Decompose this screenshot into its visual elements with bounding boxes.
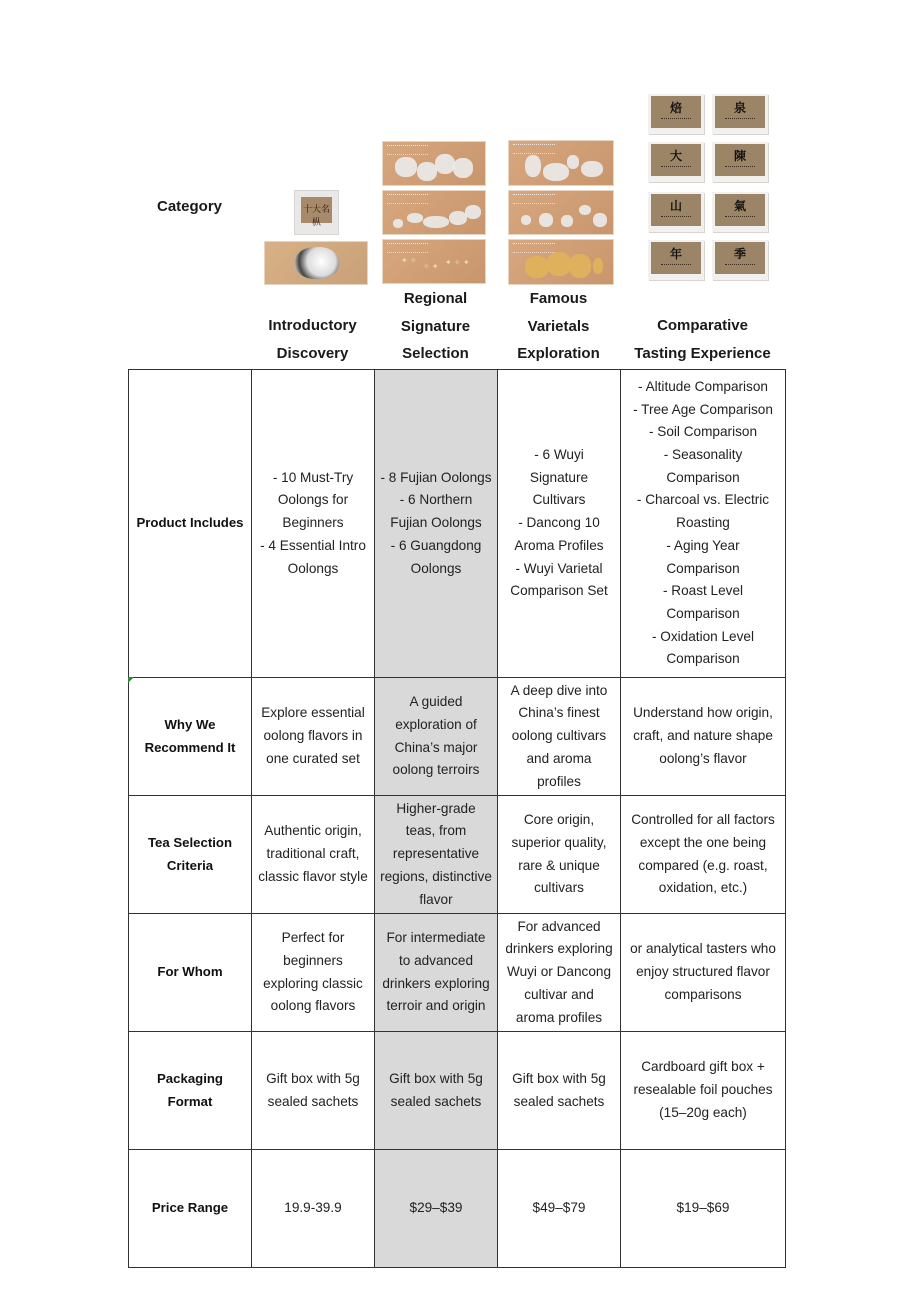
cell-text-line: Explore essential — [261, 705, 365, 721]
cell-text-line: oolong cultivars — [511, 728, 607, 744]
cell-product-includes-introductory — [252, 370, 375, 678]
cell-text-line: China’s finest — [518, 705, 600, 721]
cell-text-line: Wuyi or Dancong — [506, 964, 612, 980]
cell-why-we-recommend-introductory — [252, 678, 375, 796]
tasting-box-text-line — [725, 118, 755, 119]
cell-product-includes-comparative — [621, 370, 786, 678]
cell-text-line: Signature — [529, 469, 589, 485]
cell-text-line: profiles — [537, 773, 581, 789]
cell-text-line: compared (e.g. roast, — [638, 857, 768, 873]
tasting-box-character: 大 — [669, 149, 682, 163]
cell-text-line: - 4 Essential Intro — [260, 537, 366, 553]
tasting-box-text-line — [661, 166, 691, 167]
tasting-box-character: 年 — [669, 247, 682, 261]
tasting-box-text-line — [661, 216, 691, 217]
table-row-why-we-recommend — [129, 678, 786, 796]
cell-price-range-varietals — [498, 1150, 621, 1268]
column-header-line: Comparative — [657, 317, 748, 334]
cell-text-line: $29–$39 — [409, 1200, 463, 1216]
cell-tea-selection-criteria-comparative — [621, 796, 786, 914]
row-header-why-we-recommend — [129, 678, 252, 796]
cell-packaging-format-introductory — [252, 1032, 375, 1150]
cell-why-we-recommend-varietals — [498, 678, 621, 796]
varietal-set-image-1 — [509, 141, 613, 185]
cell-text-line: Fujian Oolongs — [390, 515, 482, 531]
cell-text-line: Comparison — [666, 651, 740, 667]
cell-tea-selection-criteria-introductory — [252, 796, 375, 914]
cell-text-line: Controlled for all factors — [631, 812, 775, 828]
cell-tea-selection-criteria-regional — [375, 796, 498, 914]
row-header-for-whom — [129, 914, 252, 1032]
cell-text-line: regions, distinctive — [380, 868, 492, 884]
cell-for-whom-regional — [375, 914, 498, 1032]
cell-text-line: - 10 Must-Try — [272, 469, 354, 485]
cell-text-line: A deep dive into — [510, 682, 608, 698]
row-header-line: Tea Selection — [147, 834, 233, 850]
cell-price-range-introductory — [252, 1150, 375, 1268]
column-header-varietals — [497, 285, 620, 368]
table-row-product-includes — [129, 370, 786, 678]
tasting-box-label — [715, 144, 765, 176]
regional-set-image-2 — [383, 191, 485, 234]
cell-text-line: to advanced — [398, 952, 474, 968]
regional-set-image-3: ✦ ✧ ✧ ✦ ✦ ✧ ✦ — [383, 240, 485, 283]
cell-text-line: resealable foil pouches — [633, 1082, 773, 1098]
cell-text-line: classic flavor style — [258, 868, 368, 884]
cell-text-line: - 6 Guangdong — [390, 537, 482, 553]
cell-text-line: Comparison — [666, 469, 740, 485]
cell-text-line: - Altitude Comparison — [638, 378, 768, 394]
cell-text-line: - Aging Year — [666, 537, 740, 553]
row-header-line: Price Range — [151, 1200, 229, 1216]
cell-text-line: sealed sachets — [267, 1093, 359, 1109]
cell-text-line: $49–$79 — [532, 1200, 586, 1216]
regional-set-image-1 — [383, 142, 485, 185]
cell-text-line: Gift box with 5g — [389, 1070, 483, 1086]
cell-text-line: rare & unique — [518, 857, 600, 873]
cell-text-line: and aroma — [526, 750, 592, 766]
row-header-line: Format — [167, 1093, 213, 1109]
cell-comment-marker — [128, 677, 134, 683]
cell-text-line: drinkers exploring — [382, 975, 490, 991]
row-header-line: Why We — [164, 716, 216, 732]
intro-banner-image — [265, 242, 367, 284]
cell-text-line: Perfect for — [281, 930, 345, 946]
tasting-box-text-line — [661, 118, 691, 119]
tasting-box-image — [712, 94, 768, 134]
cell-text-line: oolong flavors — [270, 998, 356, 1014]
cell-for-whom-varietals — [498, 914, 621, 1032]
cell-text-line: - Tree Age Comparison — [633, 401, 773, 417]
cell-text-line: beginners — [283, 952, 343, 968]
cell-product-includes-regional — [375, 370, 498, 678]
column-header-regional — [374, 285, 497, 368]
cell-text-line: except the one being — [639, 834, 767, 850]
comparison-table — [128, 369, 786, 1268]
tasting-box-text-line — [725, 166, 755, 167]
cell-product-includes-varietals — [498, 370, 621, 678]
cell-text-line: drinkers exploring — [505, 941, 613, 957]
cell-text-line: A guided — [409, 694, 463, 710]
cell-text-line: traditional craft, — [266, 846, 360, 862]
row-header-line: Packaging — [157, 1070, 223, 1086]
row-header-line: Criteria — [166, 857, 214, 873]
cell-text-line: Oolongs for — [277, 492, 349, 508]
cell-text-line: Comparison — [666, 605, 740, 621]
cell-text-line: oolong terroirs — [392, 762, 480, 778]
cell-text-line: craft, and nature shape — [633, 728, 773, 744]
column-header-comparative — [620, 312, 785, 367]
cell-text-line: one curated set — [266, 750, 360, 766]
cell-packaging-format-regional — [375, 1032, 498, 1150]
cell-text-line: Roasting — [676, 515, 730, 531]
tasting-box-character: 山 — [669, 199, 682, 213]
cell-text-line: terroir and origin — [386, 998, 486, 1014]
cell-text-line: Oolongs — [287, 560, 339, 576]
cell-text-line: exploring classic — [263, 975, 363, 991]
cell-text-line: Aroma Profiles — [514, 537, 604, 553]
cell-text-line: oolong flavors in — [263, 728, 363, 744]
cell-text-line: aroma profiles — [515, 1009, 603, 1025]
tasting-box-label — [651, 144, 701, 176]
cell-text-line: flavor — [419, 891, 453, 907]
tasting-box-label — [651, 96, 701, 128]
cell-text-line: - Charcoal vs. Electric — [636, 492, 770, 508]
row-header-packaging-format — [129, 1032, 252, 1150]
column-header-line: Exploration — [517, 345, 600, 362]
table-row-for-whom — [129, 914, 786, 1032]
cell-text-line: Oolongs — [410, 560, 462, 576]
cell-price-range-comparative — [621, 1150, 786, 1268]
cell-text-line: - 6 Northern — [399, 492, 473, 508]
cell-text-line: exploration of — [395, 716, 477, 732]
cell-text-line: Understand how origin, — [633, 705, 773, 721]
cell-text-line: - Oxidation Level — [651, 628, 754, 644]
column-header-line: Regional — [403, 290, 468, 307]
cell-text-line: Comparison — [666, 560, 740, 576]
cell-text-line: Cardboard gift box + — [641, 1059, 765, 1075]
cell-text-line: comparisons — [664, 986, 742, 1002]
cell-text-line: cultivar and — [524, 986, 594, 1002]
cell-text-line: Comparison Set — [510, 583, 608, 599]
tasting-box-image — [712, 240, 768, 280]
cell-text-line: 19.9-39.9 — [284, 1200, 342, 1216]
tasting-box-character: 陳 — [733, 149, 746, 163]
table-row-packaging-format — [129, 1032, 786, 1150]
cell-text-line: sealed sachets — [513, 1093, 605, 1109]
column-header-introductory — [251, 312, 374, 367]
column-header-line: Discovery — [276, 344, 349, 362]
cell-why-we-recommend-comparative — [621, 678, 786, 796]
tasting-box-label — [715, 194, 765, 226]
cell-tea-selection-criteria-varietals — [498, 796, 621, 914]
cell-text-line: - Soil Comparison — [648, 424, 758, 440]
cell-text-line: - 6 Wuyi — [534, 447, 584, 463]
cell-text-line: sealed sachets — [390, 1093, 482, 1109]
cell-text-line: (15–20g each) — [659, 1104, 747, 1120]
cell-text-line: - 8 Fujian Oolongs — [380, 469, 492, 485]
cell-text-line: - Wuyi Varietal — [515, 560, 603, 576]
column-header-line: Selection — [402, 345, 469, 362]
cell-text-line: For advanced — [517, 918, 601, 934]
table-row-tea-selection-criteria — [129, 796, 786, 914]
row-header-tea-selection-criteria — [129, 796, 252, 914]
row-header-line: Recommend It — [144, 739, 236, 755]
cell-text-line: enjoy structured flavor — [636, 964, 770, 980]
cell-text-line: - Dancong 10 — [518, 515, 600, 531]
cell-packaging-format-comparative — [621, 1032, 786, 1150]
cell-text-line: Beginners — [282, 515, 344, 531]
tasting-box-image — [648, 240, 704, 280]
tasting-box-label — [651, 242, 701, 274]
cell-for-whom-introductory — [252, 914, 375, 1032]
tasting-box-character: 泉 — [733, 101, 746, 115]
cell-text-line: - Seasonality — [663, 447, 743, 463]
tasting-box-label — [651, 194, 701, 226]
cell-text-line: Gift box with 5g — [266, 1070, 360, 1086]
cell-text-line: oolong’s flavor — [659, 750, 747, 766]
tasting-box-image — [648, 142, 704, 182]
intro-box-title: 十大名枞 — [302, 205, 330, 228]
cell-text-line: Core origin, — [523, 812, 595, 828]
cell-text-line: or analytical tasters who — [630, 941, 776, 957]
column-header-line: Introductory — [268, 317, 357, 334]
cell-for-whom-comparative — [621, 914, 786, 1032]
cell-text-line: Authentic origin, — [264, 823, 362, 839]
cell-text-line: oxidation, etc.) — [658, 880, 748, 896]
cell-text-line: For intermediate — [386, 930, 486, 946]
tasting-box-text-line — [725, 264, 755, 265]
varietal-set-image-3 — [509, 240, 613, 284]
cell-price-range-regional — [375, 1150, 498, 1268]
cell-text-line: representative — [392, 846, 480, 862]
cell-text-line: - Roast Level — [662, 583, 744, 599]
cell-why-we-recommend-regional — [375, 678, 498, 796]
column-header-line: Varietals — [527, 317, 590, 335]
tasting-box-image — [648, 94, 704, 134]
tasting-box-text-line — [725, 216, 755, 217]
row-header-product-includes — [129, 370, 252, 678]
tasting-box-image — [712, 192, 768, 232]
row-header-line: For Whom — [157, 964, 223, 980]
tasting-box-character: 氣 — [733, 199, 746, 213]
tasting-box-image — [712, 142, 768, 182]
row-header-line: Product Includes — [136, 515, 244, 531]
tasting-box-image — [648, 192, 704, 232]
cell-text-line: Gift box with 5g — [512, 1070, 606, 1086]
column-header-line: Famous — [529, 290, 588, 307]
cell-text-line: superior quality, — [511, 834, 607, 850]
cell-text-line: China’s major — [394, 739, 478, 755]
row-header-price-range — [129, 1150, 252, 1268]
tasting-box-character: 焙 — [669, 101, 682, 115]
table-row-price-range — [129, 1150, 786, 1268]
column-header-line: Signature — [400, 317, 471, 335]
cell-text-line: Cultivars — [532, 492, 586, 508]
cell-text-line: teas, from — [405, 823, 467, 839]
category-label: Category — [156, 198, 223, 215]
tasting-box-character: 季 — [733, 247, 746, 261]
varietal-set-image-2 — [509, 191, 613, 234]
tasting-box-label — [715, 242, 765, 274]
cell-text-line: $19–$69 — [676, 1200, 730, 1216]
column-header-line: Tasting Experience — [634, 344, 771, 362]
tasting-box-label — [715, 96, 765, 128]
cell-packaging-format-varietals — [498, 1032, 621, 1150]
intro-gift-box-image — [294, 190, 339, 235]
cell-text-line: cultivars — [534, 880, 584, 896]
cell-text-line: Higher-grade — [396, 800, 476, 816]
tasting-box-text-line — [661, 264, 691, 265]
